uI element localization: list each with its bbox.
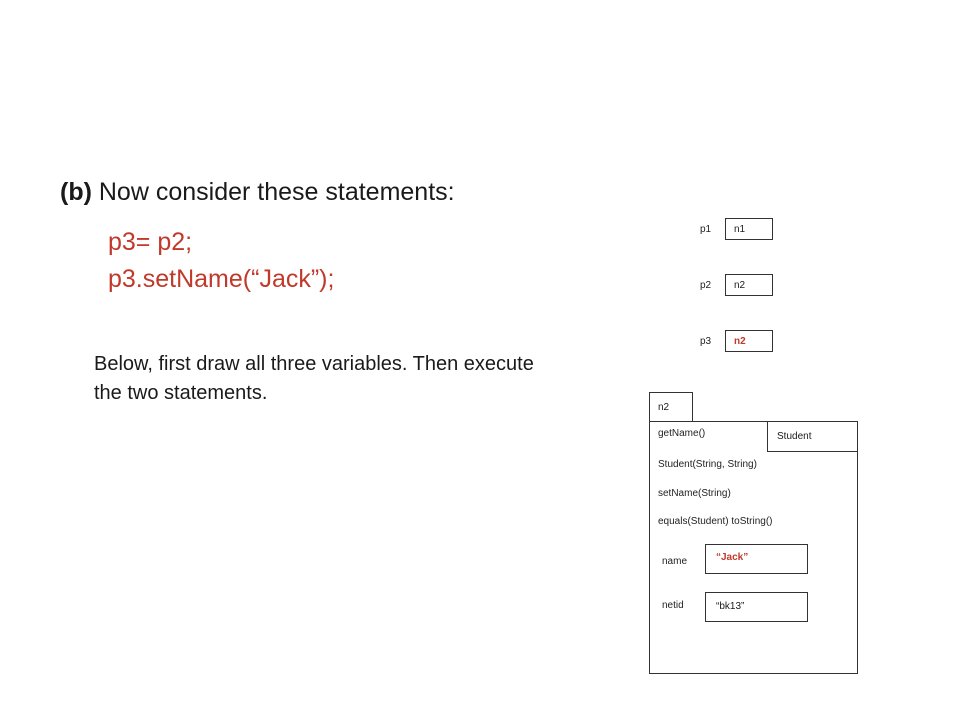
object-id: n2 (658, 402, 670, 413)
field-netid-value: “bk13” (716, 601, 745, 612)
variable-p3-label: p3 (700, 336, 712, 347)
variable-p1-box (725, 218, 773, 240)
instructions-text: Below, first draw all three variables. Then execute the two statements. (94, 353, 534, 404)
object-id-tab (649, 392, 693, 422)
method-getname: getName() (658, 428, 706, 439)
code-line-1: p3= p2; (108, 228, 193, 256)
field-name-label: name (662, 556, 688, 567)
method-setname: setName(String) (658, 488, 731, 499)
class-name: Student (777, 431, 812, 442)
variable-p2-box (725, 274, 773, 296)
method-equals-tostring: equals(Student) toString() (658, 516, 773, 527)
question-label: (b) (60, 178, 92, 206)
class-name-box (767, 421, 858, 452)
variable-p1-label: p1 (700, 224, 712, 235)
field-netid-label: netid (662, 600, 684, 611)
field-name-box (705, 544, 808, 574)
method-constructor: Student(String, String) (658, 459, 757, 470)
variable-p3-value: n2 (734, 335, 746, 347)
code-line-2: p3.setName(“Jack”); (108, 265, 335, 293)
question-heading (60, 175, 455, 209)
variable-p2-value: n2 (734, 279, 746, 291)
field-name-value: “Jack” (716, 552, 749, 563)
variable-p1-value: n1 (734, 223, 746, 235)
question-text: Now consider these statements: (91, 178, 455, 206)
field-netid-box (705, 592, 808, 622)
variable-p2-label: p2 (700, 280, 712, 291)
variable-p3-box (725, 330, 773, 352)
